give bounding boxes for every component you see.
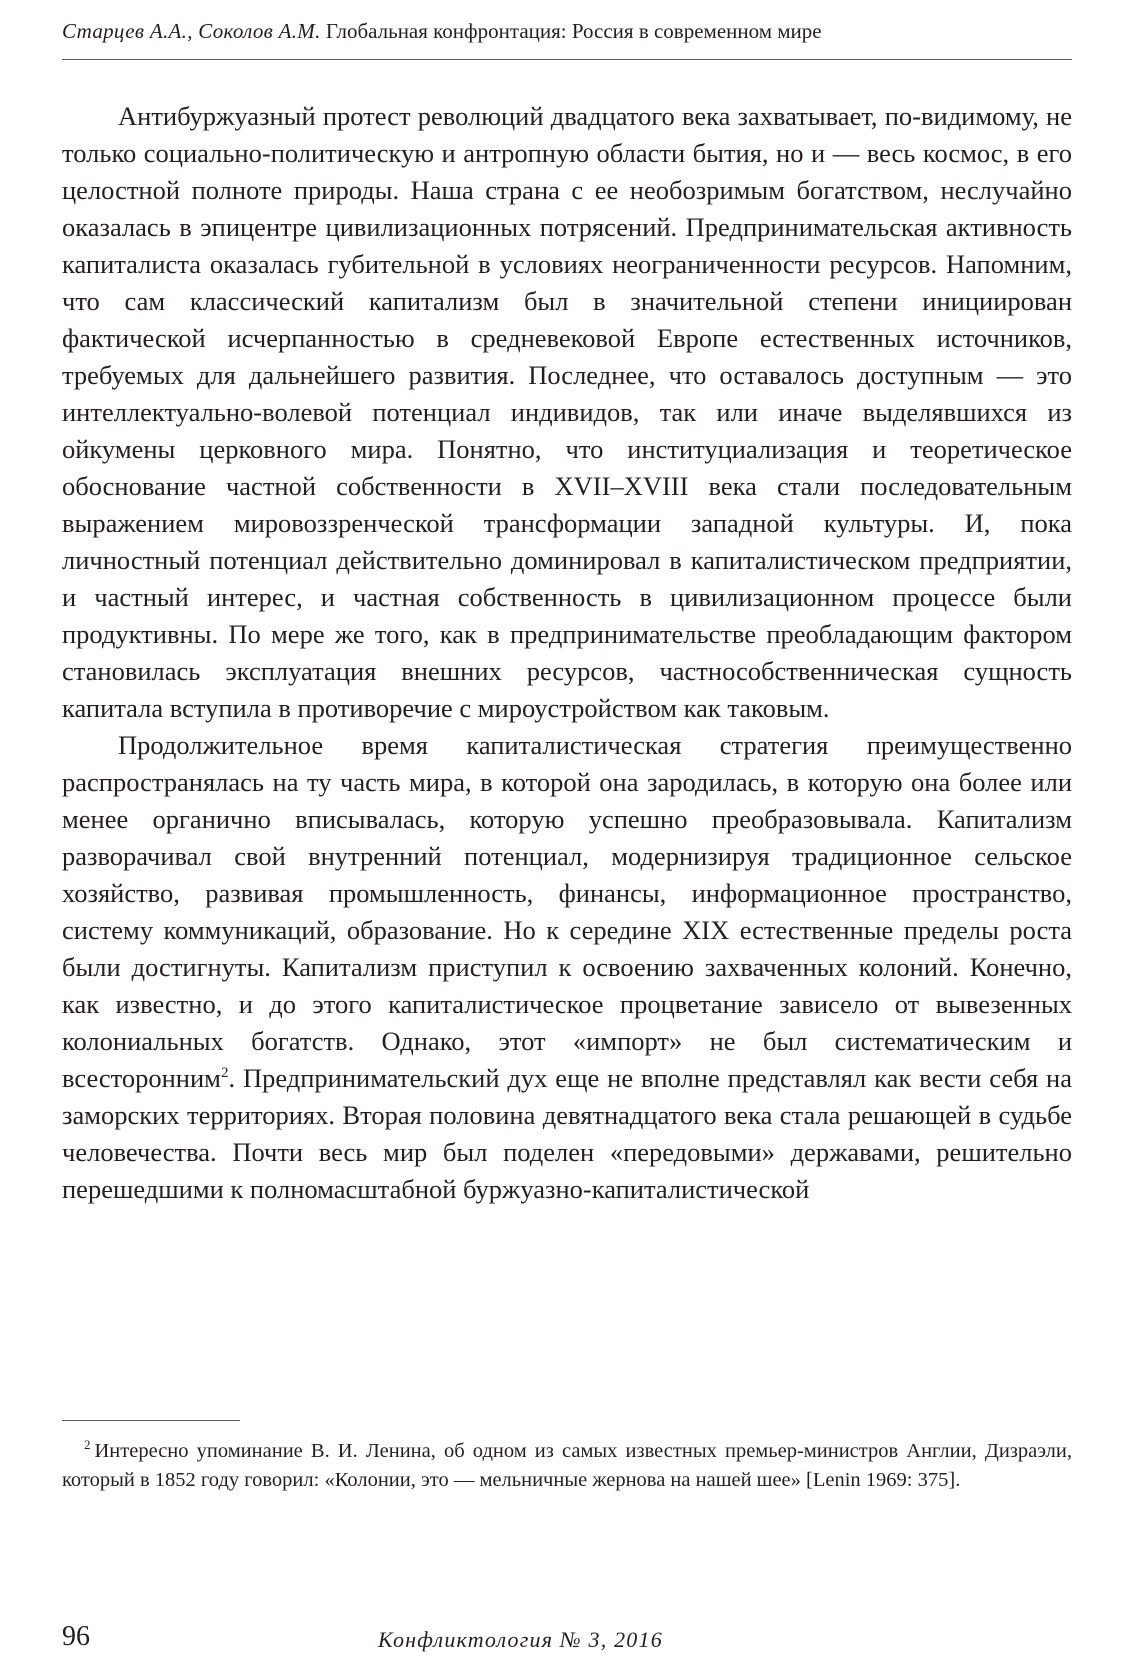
footnote-text: Интересно упоминание В. И. Ленина, об одном из самых известных премьер-министров Англии, Дизраэли, который в 1852 году говорил: «Колонии, это — мельничные жернова на нашей шее» [Lenin 1969: 375].	[62, 1440, 1072, 1491]
running-header	[62, 18, 1072, 44]
running-header-title: Глобальная конфронтация: Россия в современном мире	[325, 19, 822, 43]
running-header-authors: Старцев А.А., Соколов А.М.	[62, 19, 321, 43]
footnote-separator	[62, 1420, 240, 1421]
paragraph-text: Продолжительное время капиталистическая стратегия преимущественно распространялась на ту часть мира, в которой она зародилась, в которую она более или менее органично вписывалась, которую успешно преобразовывала. Капитализм разворачивал свой внутренний потенциал, модернизируя традиционное сельское хозяйство, развивая промышленность, финансы, информационное пространство, систему коммуникаций, образование. Но к середине XIX естественные пределы роста были достигнуты. Капитализм приступил к освоению захваченных колоний. Конечно, как известно, и до этого капиталистическое процветание зависело от вывезенных колониальных богатств. Однако, этот «импорт» не был систематическим и всесторонним	[62, 730, 1072, 1093]
paragraph-text: Антибуржуазный протест революций двадцатого века захватывает, по-видимому, не только социально-политическую и антропную области бытия, но и — весь космос, в его целостной полноте природы. Наша страна с ее необозримым богатством, неслучайно оказалась в эпицентре цивилизационных потрясений. Предпринимательская активность капиталиста оказалась губительной в условиях неограниченности ресурсов. Напомним, что сам классический капитализм был в значительной степени инициирован фактической исчерпанностью в средневековой Европе естественных источников, требуемых для дальнейшего развития. Последнее, что оставалось доступным — это интеллектуально-волевой потенциал индивидов, так или иначе выделявшихся из ойкумены церковного мира. Понятно, что институциализация и теоретическое обоснование частной собственности в XVII–XVIII века стали последовательным выражением мировоззренческой трансформации западной культуры. И, пока личностный потенциал действительно доминировал в капиталистическом предприятии, и частный интерес, и частная собственность в цивилизационном процессе были продуктивны. По мере же того, как в предпринимательстве преобладающим фактором становилась эксплуатация внешних ресурсов, частнособственническая сущность капитала вступила в противоречие с мироустройством как таковым.	[62, 101, 1072, 723]
article-body	[62, 98, 1072, 1208]
footnote-marker: 2	[84, 1437, 91, 1453]
body-paragraph	[62, 727, 1072, 1208]
journal-footer: Конфликтология № 3, 2016	[378, 1627, 663, 1652]
paragraph-text: . Предпринимательский дух еще не вполне представлял как вести себя на заморских территориях. Вторая половина девятнадцатого века стала решающей в судьбе человечества. Почти весь мир был поделен «передовыми» державами, решительно перешедшими к полномасштабной буржуазно-капиталистической	[62, 1063, 1072, 1204]
body-paragraph	[62, 98, 1072, 727]
footnote-reference[interactable]: 2	[220, 1065, 229, 1082]
footnote	[62, 1437, 1072, 1495]
page-number: 96	[62, 1621, 90, 1652]
header-rule	[62, 59, 1072, 60]
